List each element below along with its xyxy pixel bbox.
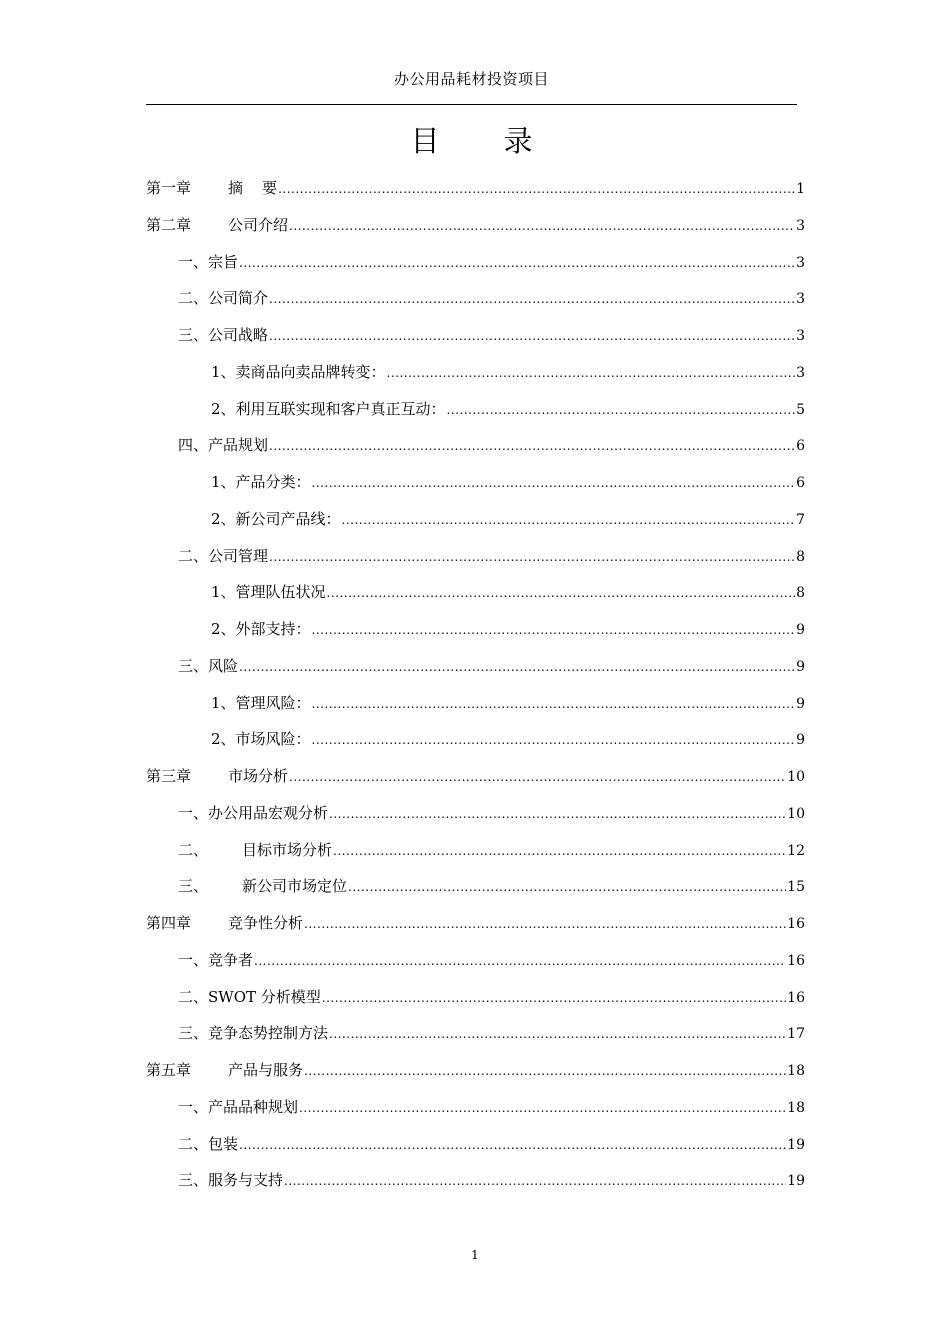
toc-dot-leader [342,502,796,539]
toc-dot-leader [239,649,795,686]
toc-entry[interactable] [146,464,805,501]
toc-entry-title: 2、市场风险： [211,730,311,749]
toc-dot-leader [269,539,795,576]
toc-dot-leader [284,1163,786,1200]
page-number: 1 [471,1248,479,1262]
toc-entry-page: 18 [787,1063,805,1079]
toc-dot-leader [289,208,795,245]
toc-entry[interactable] [146,942,805,979]
toc-entry[interactable] [146,538,805,575]
toc-entry[interactable] [146,354,805,391]
toc-entry-title: 二、SWOT 分析模型 [178,987,321,1006]
toc-entry-title: 公司介绍 [228,215,289,234]
toc-entry-title: 三、服务与支持 [178,1171,284,1190]
toc-dot-leader [348,869,786,906]
toc-entry-title: 2、新公司产品线： [211,509,341,528]
toc-entry-page: 6 [796,475,805,491]
toc-entry-title: 1、产品分类： [211,473,311,491]
toc-dot-leader [329,1016,786,1053]
toc-entry-page: 5 [796,401,805,418]
toc-entry-title: 1、管理队伍状况 [211,583,326,602]
toc-dot-leader [312,686,796,723]
toc-entry[interactable] [146,1052,805,1089]
toc-dot-leader [254,943,786,980]
toc-entry[interactable] [146,832,805,869]
header-rule [146,104,797,105]
toc-entry-title: 2、利用互联实现和客户真正互动： [211,399,446,418]
toc-entry-title: 摘 要 [228,179,278,197]
toc-entry-title: 竞争性分析 [228,914,304,932]
toc-entry[interactable] [146,317,805,354]
toc-dot-leader [304,1053,786,1090]
toc-dot-leader [327,575,796,612]
toc-entry[interactable] [146,170,805,207]
toc-entry[interactable] [146,391,805,428]
toc-entry-page: 6 [796,438,805,455]
toc-entry-page: 15 [787,879,805,896]
toc-entry-page: 18 [787,1099,805,1116]
toc-entry[interactable] [146,244,805,281]
toc-entry-number: 三、 [178,877,209,896]
toc-entry[interactable] [146,611,805,648]
toc-dot-leader [322,980,786,1017]
toc-entry[interactable] [146,1089,805,1126]
toc-entry-page: 7 [796,511,805,528]
toc-entry-title: 1、管理风险： [211,693,311,712]
toc-dot-leader [312,612,796,649]
toc-entry[interactable] [146,207,805,244]
toc-entry-number: 第五章 [146,1061,192,1079]
toc-dot-leader [269,318,795,355]
toc-entry-page: 16 [787,916,805,932]
toc-entry-title: 2、外部支持： [211,620,311,638]
toc-entry-page: 9 [796,658,805,675]
toc-entry-page: 9 [796,622,805,638]
toc-entry[interactable] [146,1162,805,1199]
toc-entry-number: 二、 [178,840,209,859]
toc-entry-title: 市场分析 [228,767,289,785]
toc-entry[interactable] [146,758,805,795]
toc-entry-title: 二、包装 [178,1134,239,1153]
toc-dot-leader [269,428,795,465]
toc-entry-title: 二、公司管理 [178,546,269,565]
toc-dot-leader [304,906,786,943]
running-header: 办公用品耗材投资项目 [393,70,549,88]
toc-dot-leader [299,1090,786,1127]
toc-dot-leader [329,796,786,833]
toc-entry-title: 目标市场分析 [242,840,333,859]
toc-entry-number: 第二章 [146,215,192,234]
toc-entry-title: 四、产品规划 [178,436,269,455]
toc-entry-page: 19 [787,1173,805,1190]
toc-entry-number: 第三章 [146,767,192,785]
toc-entry-page: 3 [796,291,805,308]
toc-entry-page: 9 [796,695,805,712]
toc-dot-leader [278,171,795,208]
toc-dot-leader [312,465,796,502]
toc-entry-title: 一、宗旨 [178,252,239,271]
toc-entry-page: 3 [796,254,805,271]
toc-entry-title: 一、办公用品宏观分析 [178,803,329,822]
toc-dot-leader [289,759,786,796]
toc-entry-title: 一、产品品种规划 [178,1097,299,1116]
toc-entry-title: 新公司市场定位 [242,877,348,896]
toc-entry-page: 12 [787,842,805,859]
toc-entry-title: 三、竞争态势控制方法 [178,1024,329,1043]
toc-entry-page: 16 [787,952,805,969]
toc-entry[interactable] [146,501,805,538]
toc-dot-leader [447,392,796,429]
toc-entry-number: 第四章 [146,914,192,932]
toc-entry-title: 二、公司简介 [178,289,269,308]
table-of-contents [146,170,805,1199]
toc-entry[interactable] [146,721,805,758]
toc-title: 目录 [410,124,597,158]
toc-entry[interactable] [146,868,805,905]
toc-entry[interactable] [146,905,805,942]
toc-dot-leader [239,1127,786,1164]
toc-entry[interactable] [146,648,805,685]
toc-dot-leader [269,281,795,318]
toc-dot-leader [387,355,796,392]
toc-dot-leader [239,245,795,282]
toc-dot-leader [312,722,796,759]
toc-entry-page: 8 [796,585,805,602]
toc-entry[interactable] [146,1015,805,1052]
toc-entry-page: 16 [787,989,805,1006]
toc-entry-title: 三、风险 [178,656,239,675]
toc-entry-number: 第一章 [146,179,192,197]
toc-entry-page: 1 [796,181,805,197]
toc-entry-page: 9 [796,732,805,749]
toc-entry-page: 19 [787,1136,805,1153]
toc-entry[interactable] [146,979,805,1016]
toc-entry-page: 3 [796,364,805,381]
toc-entry-title: 1、卖商品向卖品牌转变： [211,362,386,381]
toc-entry-title: 一、竞争者 [178,950,254,969]
toc-entry[interactable] [146,574,805,611]
toc-entry[interactable] [146,685,805,722]
toc-entry-title: 三、公司战略 [178,326,269,344]
toc-entry-page: 10 [787,769,805,785]
toc-entry-title: 产品与服务 [228,1061,304,1079]
toc-entry[interactable] [146,795,805,832]
toc-entry[interactable] [146,427,805,464]
toc-entry-page: 17 [787,1026,805,1043]
toc-entry-page: 8 [796,548,805,565]
toc-entry-page: 3 [796,217,805,234]
toc-entry-page: 3 [796,328,805,344]
toc-entry[interactable] [146,1126,805,1163]
toc-entry-page: 10 [787,805,805,822]
toc-entry[interactable] [146,280,805,317]
toc-dot-leader [333,833,786,870]
